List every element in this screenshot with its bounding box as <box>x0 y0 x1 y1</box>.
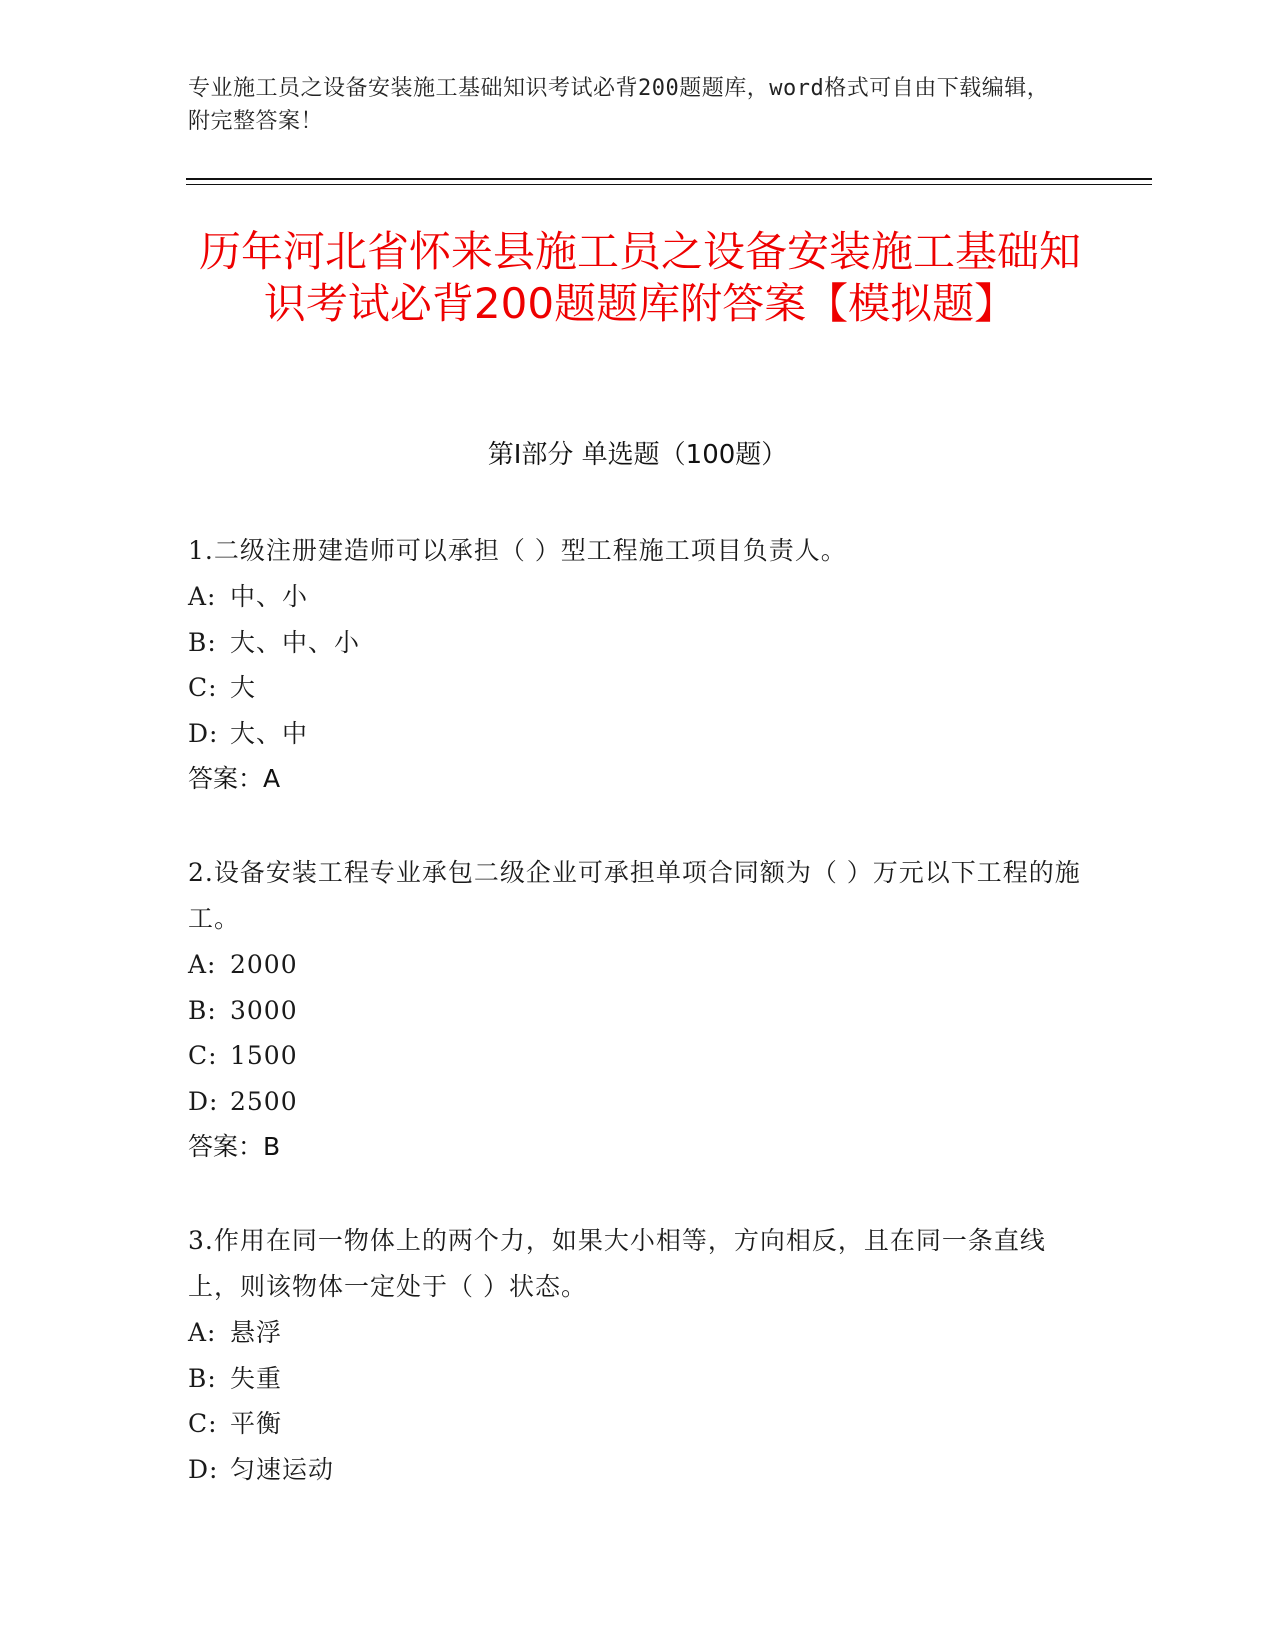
option-text: 2500 <box>230 1086 298 1116</box>
option-a <box>188 942 1088 988</box>
option-c <box>188 1033 1088 1079</box>
option-text: 失重 <box>230 1363 283 1393</box>
header-rule-thin <box>186 184 1152 185</box>
option-b <box>188 988 1088 1034</box>
option-letter: D: <box>188 1086 219 1116</box>
option-letter: B: <box>188 627 217 657</box>
option-b <box>188 620 1088 666</box>
header-note: 专业施工员之设备安装施工基础知识考试必背200题题库，word格式可自由下载编辑，附完整答案！ <box>188 76 1050 134</box>
header-rule-thick <box>186 178 1152 180</box>
option-d <box>188 1447 1088 1493</box>
option-text: 大、中、小 <box>230 627 361 657</box>
option-d <box>188 1079 1088 1125</box>
answer-line: 答案：A <box>188 764 281 793</box>
question-1 <box>188 528 1088 802</box>
option-a <box>188 1310 1088 1356</box>
option-text: 大 <box>230 673 257 702</box>
option-letter: C: <box>188 673 218 702</box>
question-list <box>188 528 1088 1540</box>
option-d <box>188 711 1088 757</box>
option-b <box>188 1356 1088 1402</box>
question-stem: 3.作用在同一物体上的两个力，如果大小相等，方向相反，且在同一条直线上，则该物体一定处于（ ）状态。 <box>188 1226 1046 1301</box>
option-letter: A: <box>188 950 217 979</box>
answer-line: 答案：B <box>188 1132 281 1161</box>
option-text: 匀速运动 <box>230 1454 335 1484</box>
option-text: 平衡 <box>230 1409 283 1438</box>
option-letter: B: <box>188 1363 217 1393</box>
option-letter: D: <box>188 1454 219 1484</box>
question-2 <box>188 850 1088 1170</box>
option-c <box>188 1401 1088 1447</box>
document-title: 历年河北省怀来县施工员之设备安装施工基础知识考试必背200题题库附答案【模拟题】 <box>198 227 1081 328</box>
option-text: 3000 <box>230 995 298 1025</box>
option-letter: A: <box>188 582 217 611</box>
question-stem: 2.设备安装工程专业承包二级企业可承担单项合同额为（ ）万元以下工程的施工。 <box>188 858 1081 933</box>
option-letter: D: <box>188 718 219 748</box>
question-stem: 1.二级注册建造师可以承担（ ）型工程施工项目负责人。 <box>188 536 847 565</box>
option-text: 大、中 <box>230 718 309 748</box>
option-a <box>188 574 1088 620</box>
option-text: 1500 <box>230 1041 298 1070</box>
option-letter: C: <box>188 1041 218 1070</box>
option-c <box>188 665 1088 711</box>
option-letter: B: <box>188 995 217 1025</box>
option-text: 中、小 <box>230 582 309 611</box>
section-heading: 第Ⅰ部分 单选题（100题） <box>487 440 788 470</box>
option-text: 2000 <box>230 950 298 979</box>
option-letter: A: <box>188 1318 217 1347</box>
option-text: 悬浮 <box>230 1318 283 1347</box>
option-letter: C: <box>188 1409 218 1438</box>
question-3 <box>188 1218 1088 1492</box>
